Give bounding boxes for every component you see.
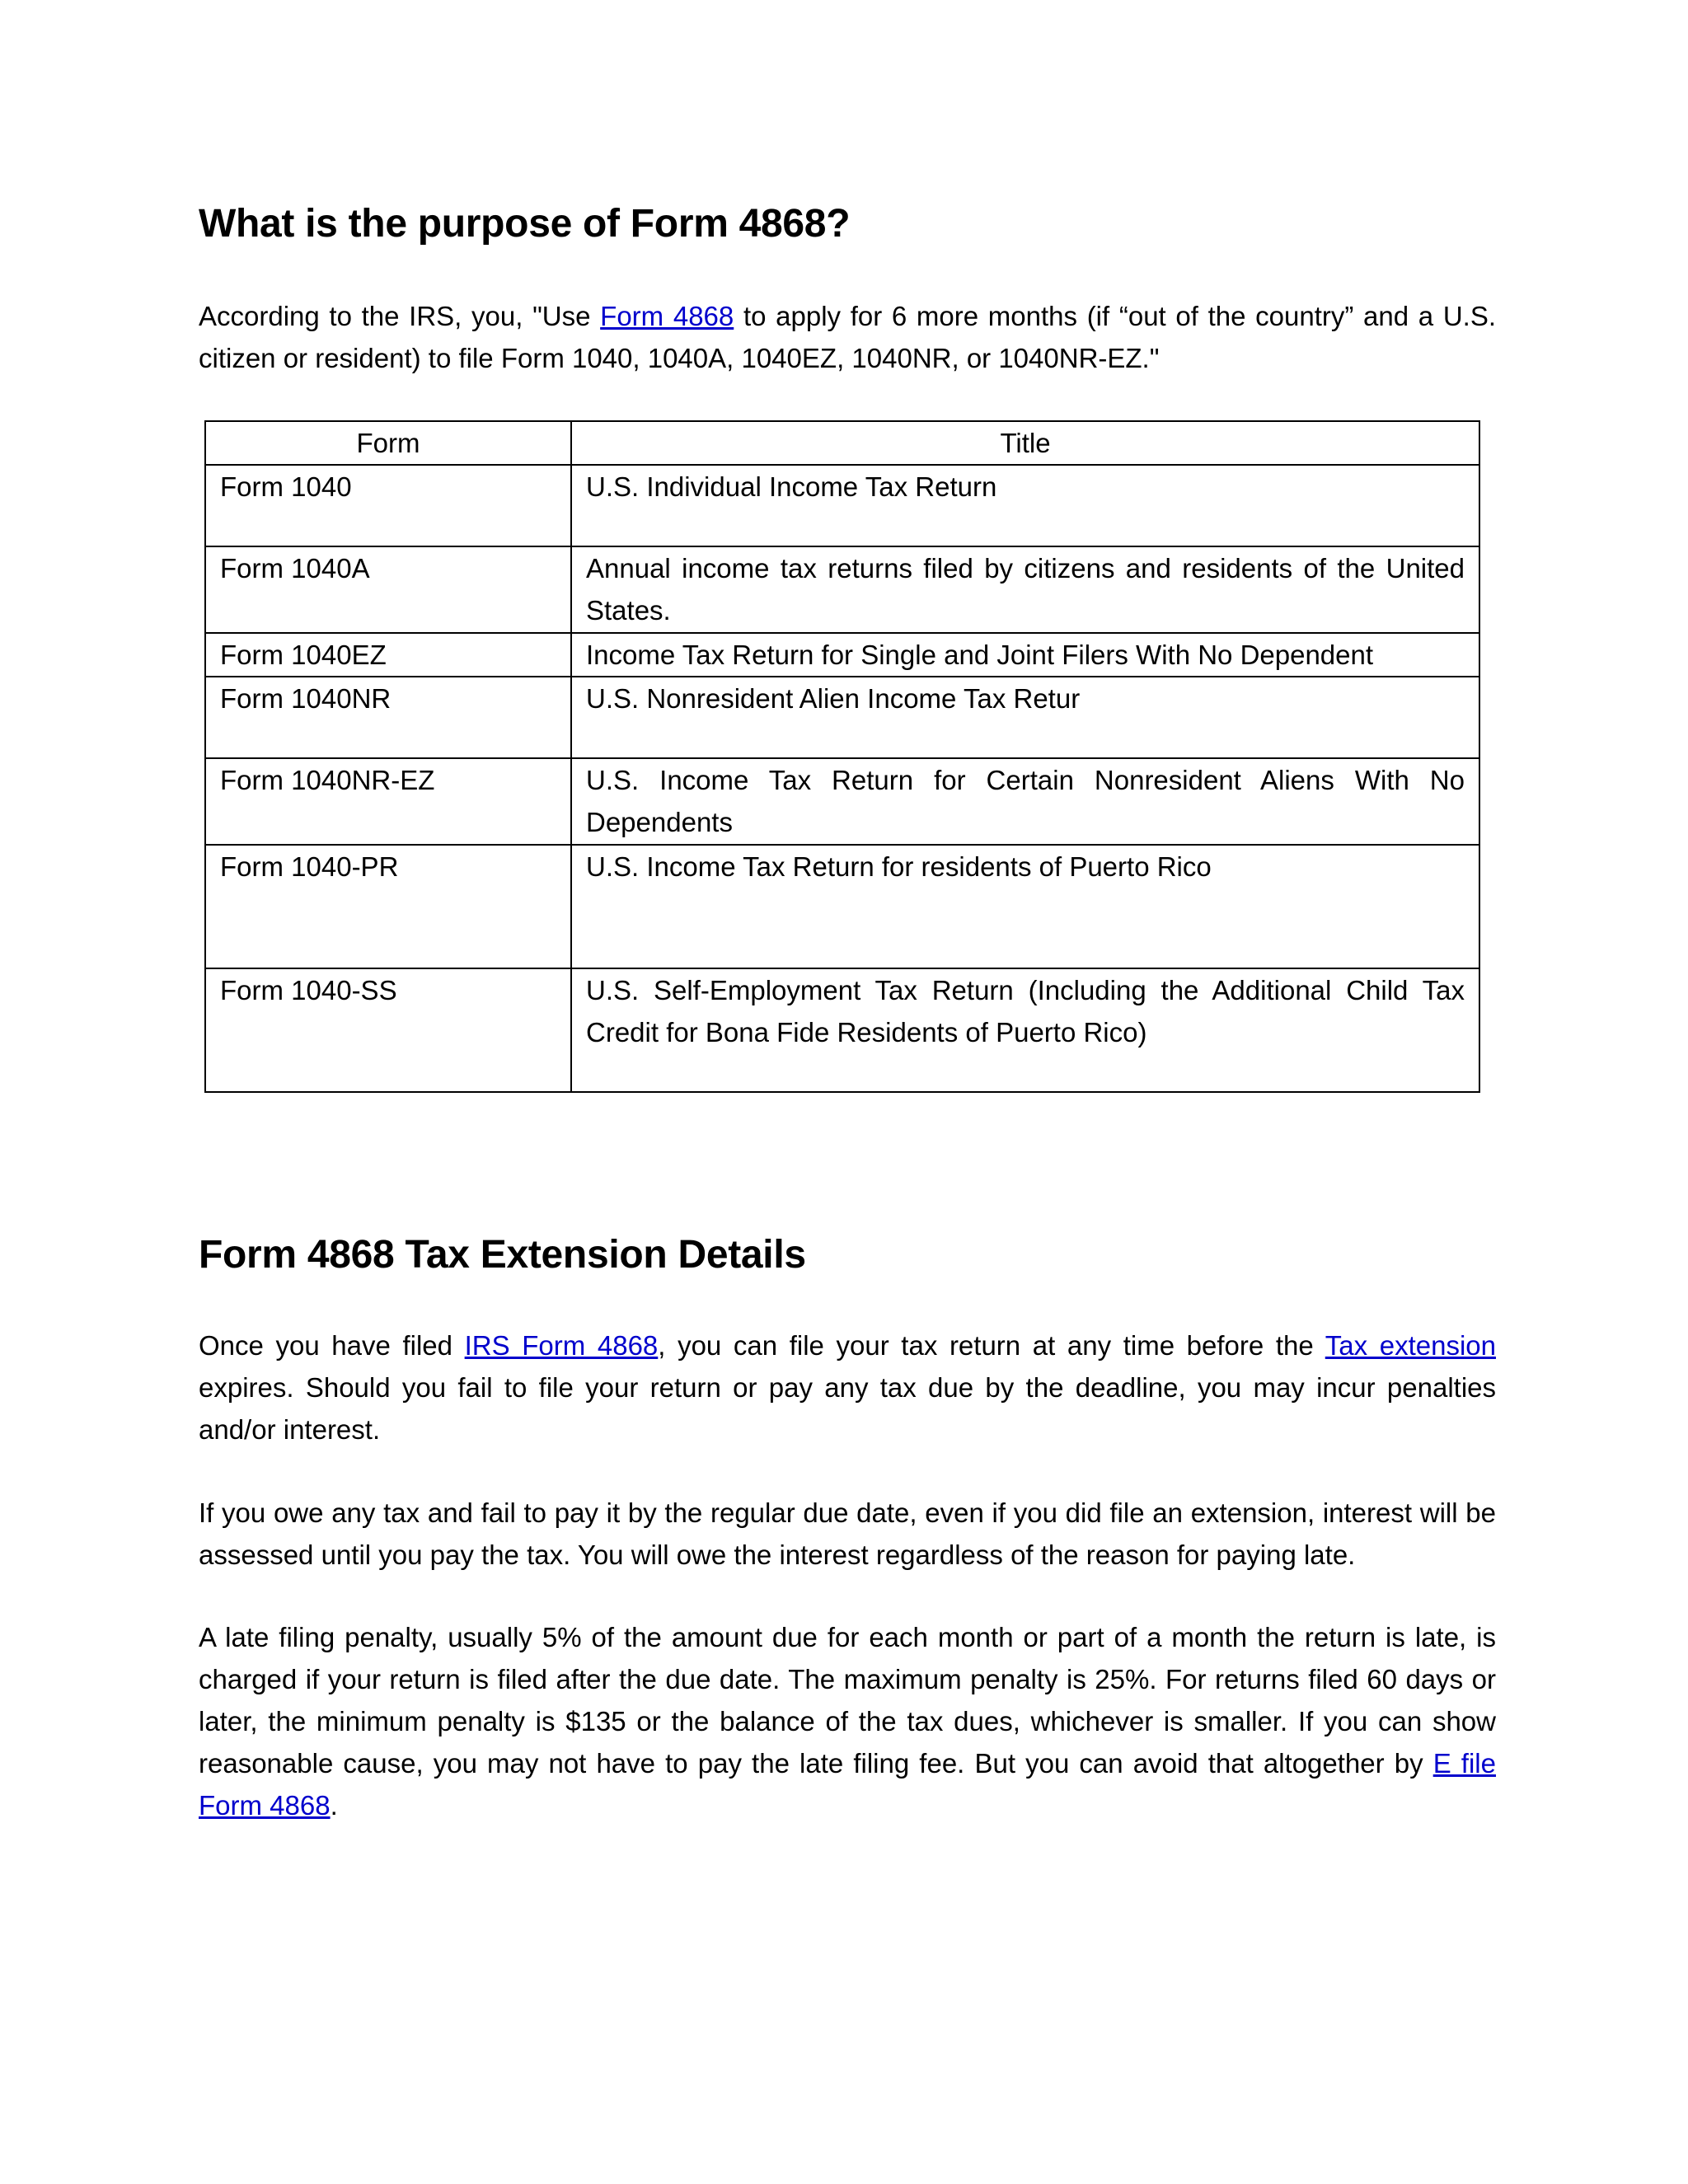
table-header-form: Form (205, 421, 571, 465)
table-cell-title: U.S. Individual Income Tax Return (571, 465, 1479, 546)
table-row (205, 968, 1479, 1092)
p3-text-end: . (330, 1790, 338, 1821)
table-cell-title: U.S. Income Tax Return for Certain Nonresident Aliens With No Dependents (571, 758, 1479, 845)
table-cell-form: Form 1040A (205, 546, 571, 633)
section-heading-details: Form 4868 Tax Extension Details (199, 1233, 806, 1277)
table-cell-form: Form 1040-PR (205, 845, 571, 968)
table-cell-form: Form 1040 (205, 465, 571, 546)
intro-text-end: to apply for 6 more months (if “out of the country” and a U.S. citizen or resident) to file Form 1040, 1040A, 1040EZ, 1040NR, or 1040NR-EZ." (199, 301, 1496, 373)
table-row (205, 758, 1479, 845)
forms-table (204, 420, 1480, 1093)
table-cell-title: Annual income tax returns filed by citizens and residents of the United States. (571, 546, 1479, 633)
table-cell-form: Form 1040-SS (205, 968, 571, 1092)
p1-text-start: Once you have filed (199, 1330, 465, 1361)
intro-text-start: According to the IRS, you, "Use (199, 301, 601, 331)
table-cell-form: Form 1040NR (205, 677, 571, 758)
table-cell-form: Form 1040EZ (205, 633, 571, 677)
table-header-title: Title (571, 421, 1479, 465)
form-4868-link[interactable]: Form 4868 (600, 301, 734, 331)
intro-paragraph (199, 295, 1496, 379)
details-paragraph-1 (199, 1324, 1496, 1451)
table-row (205, 845, 1479, 968)
table-row (205, 546, 1479, 633)
irs-form-4868-link[interactable]: IRS Form 4868 (464, 1330, 659, 1361)
e-file-form-4868-link[interactable]: E file Form 4868 (199, 1748, 1496, 1821)
table-cell-title: U.S. Income Tax Return for residents of Puerto Rico (571, 845, 1479, 968)
table-cell-form: Form 1040NR-EZ (205, 758, 571, 845)
details-paragraph-2: If you owe any tax and fail to pay it by the regular due date, even if you did file an extension, interest will be assessed until you pay the tax. You will owe the interest regardless of the reason for paying late. (199, 1497, 1496, 1570)
p1-text-middle: , you can file your tax return at any time before the (658, 1330, 1325, 1361)
table-cell-title: Income Tax Return for Single and Joint Filers With No Dependent (571, 633, 1479, 677)
table-row (205, 465, 1479, 546)
table-row (205, 633, 1479, 677)
details-paragraph-3 (199, 1616, 1496, 1826)
p1-text-end: expires. Should you fail to file your return or pay any tax due by the deadline, you may incur penalties and/or interest. (199, 1372, 1496, 1445)
table-header-row (205, 421, 1479, 465)
p3-text-start: A late filing penalty, usually 5% of the amount due for each month or part of a month the return is late, is charged if your return is filed after the due date. The maximum penalty is 25%. For returns filed 60 days or later, the minimum penalty is $135 or the balance of the tax dues, whichever is smaller. If you can show reasonable cause, you may not have to pay the late filing fee. But you can avoid that altogether by (199, 1622, 1496, 1779)
table-cell-title: U.S. Nonresident Alien Income Tax Retur (571, 677, 1479, 758)
table-row (205, 677, 1479, 758)
tax-extension-link[interactable]: Tax extension (1325, 1330, 1496, 1361)
section-heading-purpose: What is the purpose of Form 4868? (199, 202, 851, 246)
table-cell-title: U.S. Self-Employment Tax Return (Including the Additional Child Tax Credit for Bona Fide Residents of Puerto Rico) (571, 968, 1479, 1092)
